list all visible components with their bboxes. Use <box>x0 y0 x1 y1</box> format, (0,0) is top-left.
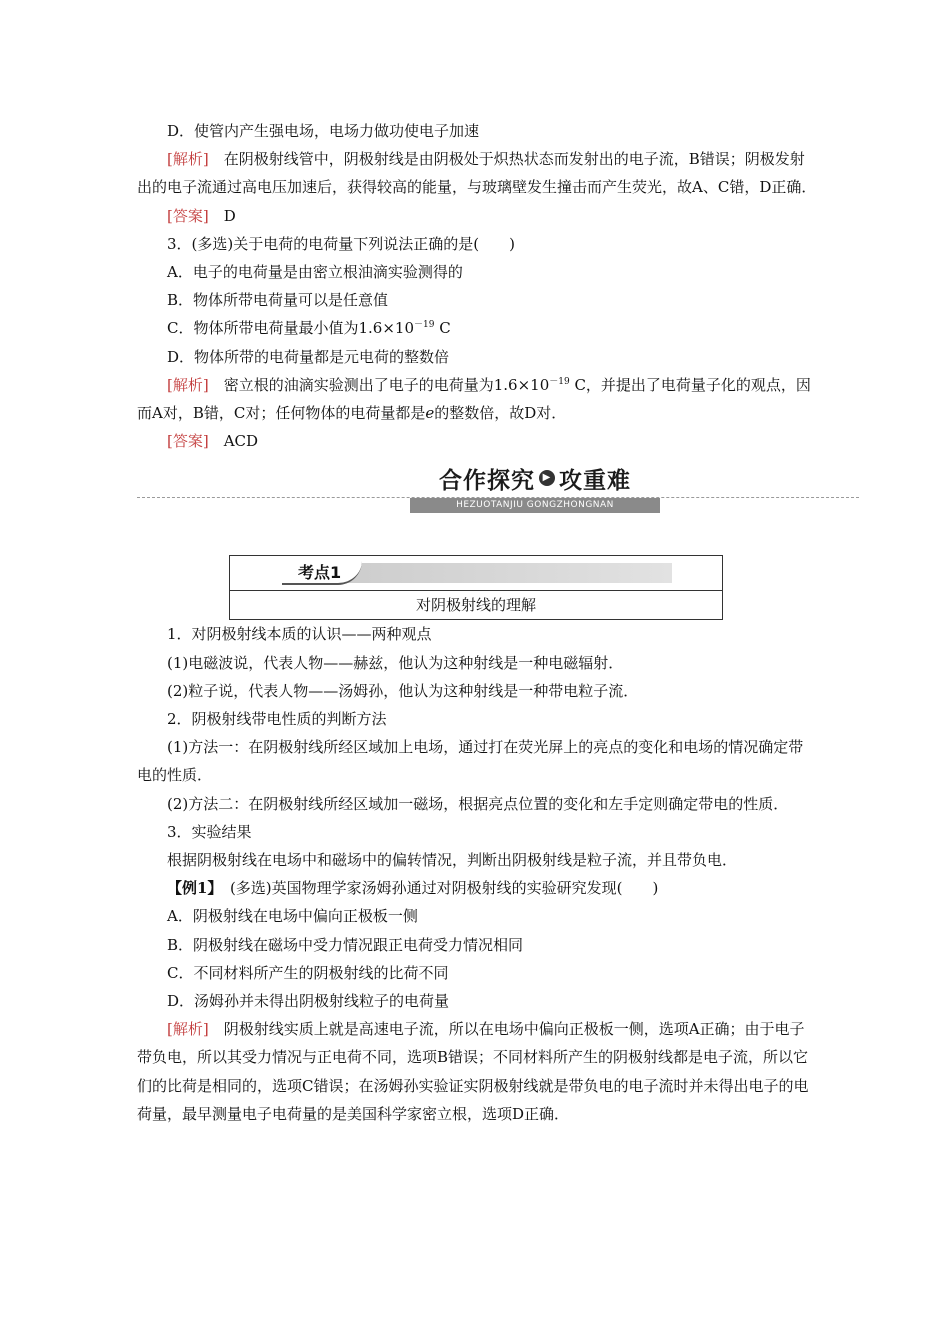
q3-option-d: D．物体所带的电荷量都是元电荷的整数倍 <box>167 347 450 366</box>
q3-stem: 3．(多选)关于电荷的电荷量下列说法正确的是( ) <box>167 234 515 253</box>
answer-tag: [答案] <box>167 206 209 225</box>
q3-answer <box>137 427 817 455</box>
example1-option-b: B．阴极射线在磁场中受力情况跟正电荷受力情况相同 <box>167 935 524 954</box>
analysis-text: 在阴极射线管中，阴极射线是由阴极处于炽热状态而发射出的电子流，B错误；阴极发射出的电子流通过高电压加速后，获得较高的能量，与玻璃壁发生撞击而产生荧光，故A、C错，D正确． <box>137 150 817 197</box>
q3-analysis <box>137 371 817 427</box>
arrow-right-icon: ▶ <box>539 470 555 486</box>
body-p6: (2)方法二：在阴极射线所经区域加一磁场，根据亮点位置的变化和左手定则确定带电的性质． <box>167 794 789 813</box>
answer-text: D <box>208 206 236 225</box>
q3-option-c-suffix: C <box>434 319 451 338</box>
example-stem-text: (多选)英国物理学家汤姆孙通过对阴极射线的实验研究发现( ) <box>214 879 659 898</box>
body-p3: (2)粒子说，代表人物——汤姆孙，他认为这种射线是一种带电粒子流． <box>167 681 639 700</box>
analysis-e: e <box>425 404 435 423</box>
analysis-exponent: －19 <box>549 376 570 387</box>
analysis-tag: [解析] <box>167 150 209 169</box>
q3-option-a: A．电子的电荷量是由密立根油滴实验测得的 <box>167 263 463 282</box>
body-p8: 根据阴极射线在电场中和磁场中的偏转情况，判断出阴极射线是粒子流，并且带负电． <box>167 851 738 870</box>
section-banner <box>137 459 817 533</box>
analysis-part3: 的整数倍，故D对． <box>434 404 567 423</box>
topic-title: 对阴极射线的理解 <box>415 596 536 615</box>
analysis-tag: [解析] <box>167 375 209 394</box>
analysis-part2: C，并提出了电荷量子化的观点，因而A对，B错，C对；任何物体的电荷量都是 <box>137 375 811 423</box>
q2-analysis <box>137 145 817 201</box>
q3-option-b: B．物体所带电荷量可以是任意值 <box>167 291 389 310</box>
answer-text: ACD <box>208 432 259 451</box>
analysis-text: 阴极射线实质上就是高速电子流，所以在电场中偏向正极板一侧，选项A正确；由于电子带负电，所以其受力情况与正电荷不同，选项B错误；不同材料所产生的阴极射线都是电子流，所以它们的比荷是相同的，选项C错误；在汤姆孙实验证实阴极射线就是带负电的电子流时并未得出电子的电荷量，最早测量电子电荷量的是美国科学家密立根，选项D正确． <box>137 1020 809 1123</box>
body-p1: 1．对阴极射线本质的认识——两种观点 <box>167 625 432 644</box>
answer-tag: [答案] <box>167 432 209 451</box>
topic-label: 考点1 <box>282 561 362 585</box>
banner-title-right: 攻重难 <box>559 467 631 494</box>
example1-option-d: D．汤姆孙并未得出阴极射线粒子的电荷量 <box>167 992 450 1011</box>
document-page <box>137 117 817 1128</box>
topic-box <box>229 555 723 620</box>
body-p4: 2．阴极射线带电性质的判断方法 <box>167 710 387 729</box>
q3-option-c-exponent: －19 <box>414 320 435 331</box>
body-p5: (1)方法一：在阴极射线所经区域加上电场，通过打在荧光屏上的亮点的变化和电场的情况确定带电的性质． <box>137 738 804 785</box>
topic-header <box>230 556 722 591</box>
analysis-tag: [解析] <box>167 1020 209 1039</box>
q3-option-c <box>137 314 817 342</box>
topic-label-bar <box>282 563 672 583</box>
q3-option-c-prefix: C．物体所带电荷量最小值为1.6×10 <box>167 319 414 338</box>
banner-subtitle: HEZUOTANJIU GONGZHONGNAN <box>410 498 660 513</box>
example1-option-a: A．阴极射线在电场中偏向正极板一侧 <box>167 907 418 926</box>
q2-option-d: D．使管内产生强电场，电场力做功使电子加速 <box>167 122 480 140</box>
banner-title-left: 合作探究 <box>439 467 535 494</box>
example1-stem <box>137 874 817 902</box>
banner-title <box>410 459 660 497</box>
body-p2: (1)电磁波说，代表人物——赫兹，他认为这种射线是一种电磁辐射． <box>167 653 624 672</box>
example-tag: 【例1】 <box>167 879 215 898</box>
analysis-part1: 密立根的油滴实验测出了电子的电荷量为1.6×10 <box>208 375 550 394</box>
example1-option-c: C．不同材料所产生的阴极射线的比荷不同 <box>167 963 449 982</box>
q2-answer <box>137 202 817 230</box>
body-p7: 3．实验结果 <box>167 822 252 841</box>
example1-analysis <box>137 1015 817 1128</box>
